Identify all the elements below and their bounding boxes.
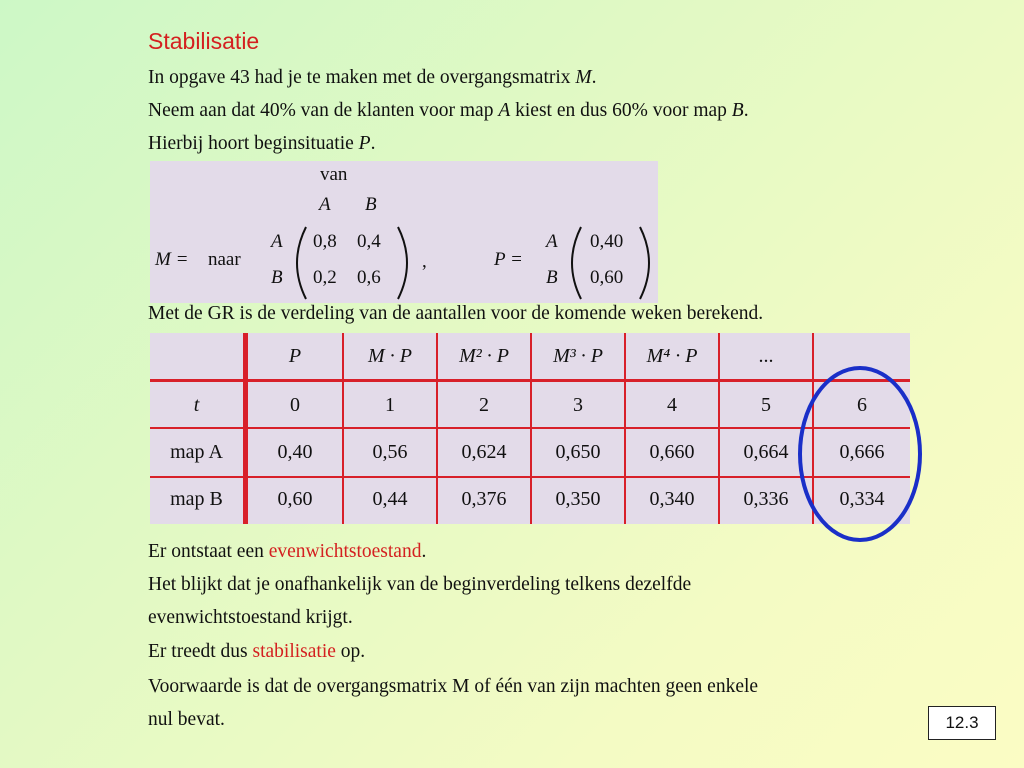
header-cell: M³ · P: [553, 345, 603, 367]
intro-text: Hierbij hoort beginsituatie: [148, 133, 359, 154]
matrix-cell: 0,8: [313, 231, 337, 252]
intro-text: .: [370, 133, 376, 154]
p-cell: 0,40: [590, 231, 624, 252]
p-cell: 0,60: [590, 267, 624, 288]
matrix-cell: 0,6: [357, 267, 381, 288]
header-cell: M⁴ · P: [646, 345, 698, 367]
term-evenwichtstoestand: evenwichtstoestand: [268, 541, 422, 562]
var-a: A: [498, 100, 511, 121]
term-stabilisatie: stabilisatie: [252, 641, 336, 662]
conclusion-line-4: [148, 640, 365, 664]
intro-text: In opgave 43 had je te maken met de overgangsmatrix: [148, 67, 576, 88]
table-intro: Met de GR is de verdeling van de aantallen voor de komende weken berekend.: [148, 303, 764, 324]
intro-text: .: [743, 100, 749, 121]
row-label-t: t: [193, 394, 200, 416]
matrix-to-label: naar: [208, 249, 241, 270]
conclusion-text: .: [421, 541, 427, 562]
map-b-cell: 0,340: [649, 488, 695, 510]
slide-number: 12.3: [928, 706, 996, 740]
conclusion-line-5: Voorwaarde is dat de overgangsmatrix M of één van zijn machten geen enkele: [148, 676, 759, 697]
intro-line-3: [148, 132, 375, 156]
header-cell: ...: [758, 345, 774, 367]
matrix-row-b: B: [271, 267, 283, 288]
matrix-comma: ,: [422, 251, 427, 272]
map-a-cell: 0,56: [372, 441, 408, 463]
intro-line-2: [148, 99, 749, 123]
conclusion-line-3: evenwichtstoestand krijgt.: [148, 607, 353, 628]
matrix-figure: [150, 161, 658, 303]
intro-text: kiest en dus 60% voor map: [510, 100, 732, 121]
conclusion-line-6: nul bevat.: [148, 709, 225, 730]
map-a-cell: 0,664: [743, 441, 789, 463]
map-a-cell: 0,666: [839, 441, 885, 463]
matrix-cell: 0,2: [313, 267, 337, 288]
map-b-cell: 0,60: [277, 488, 313, 510]
conclusion-text: op.: [335, 641, 366, 662]
matrix-from-label: van: [320, 164, 348, 185]
header-cell: M² · P: [459, 345, 509, 367]
conclusion-text: Er treedt dus: [148, 641, 253, 662]
map-b-cell: 0,376: [461, 488, 507, 510]
conclusion-line-2: Het blijkt dat je onafhankelijk van de beginverdeling telkens dezelfde: [148, 574, 692, 595]
matrix-col-a: A: [319, 194, 331, 215]
p-row-a: A: [546, 231, 558, 252]
t-cell: 6: [857, 394, 867, 416]
matrix-col-b: B: [365, 194, 377, 215]
var-p: P: [358, 133, 371, 154]
intro-text: Neem aan dat 40% van de klanten voor map: [148, 100, 499, 121]
map-b-cell: 0,336: [743, 488, 789, 510]
header-cell: M · P: [368, 345, 412, 367]
t-cell: 2: [479, 394, 489, 416]
t-cell: 0: [290, 394, 300, 416]
matrix-p-label: P =: [494, 249, 523, 270]
matrix-row-a: A: [271, 231, 283, 252]
map-a-cell: 0,624: [461, 441, 507, 463]
conclusion-line-1: [148, 540, 426, 564]
map-b-cell: 0,334: [839, 488, 885, 510]
map-b-cell: 0,350: [555, 488, 601, 510]
t-cell: 5: [761, 394, 771, 416]
t-cell: 1: [385, 394, 395, 416]
map-b-cell: 0,44: [372, 488, 408, 510]
intro-text: .: [591, 67, 597, 88]
intro-line-1: [148, 66, 597, 90]
highlight-ellipse: [792, 362, 928, 546]
map-a-cell: 0,650: [555, 441, 601, 463]
row-label-map-a: map A: [170, 441, 223, 463]
matrix-cell: 0,4: [357, 231, 381, 252]
t-cell: 3: [573, 394, 583, 416]
var-b: B: [731, 100, 744, 121]
map-a-cell: 0,40: [277, 441, 313, 463]
var-m: M: [575, 67, 592, 88]
conclusion-text: Er ontstaat een: [148, 541, 269, 562]
t-cell: 4: [667, 394, 677, 416]
slide-title: Stabilisatie: [148, 28, 260, 54]
matrix-brackets: [150, 161, 658, 303]
p-row-b: B: [546, 267, 558, 288]
header-cell: P: [288, 345, 302, 367]
map-a-cell: 0,660: [649, 441, 695, 463]
row-label-map-b: map B: [170, 488, 223, 510]
matrix-m-label: M =: [155, 249, 189, 270]
